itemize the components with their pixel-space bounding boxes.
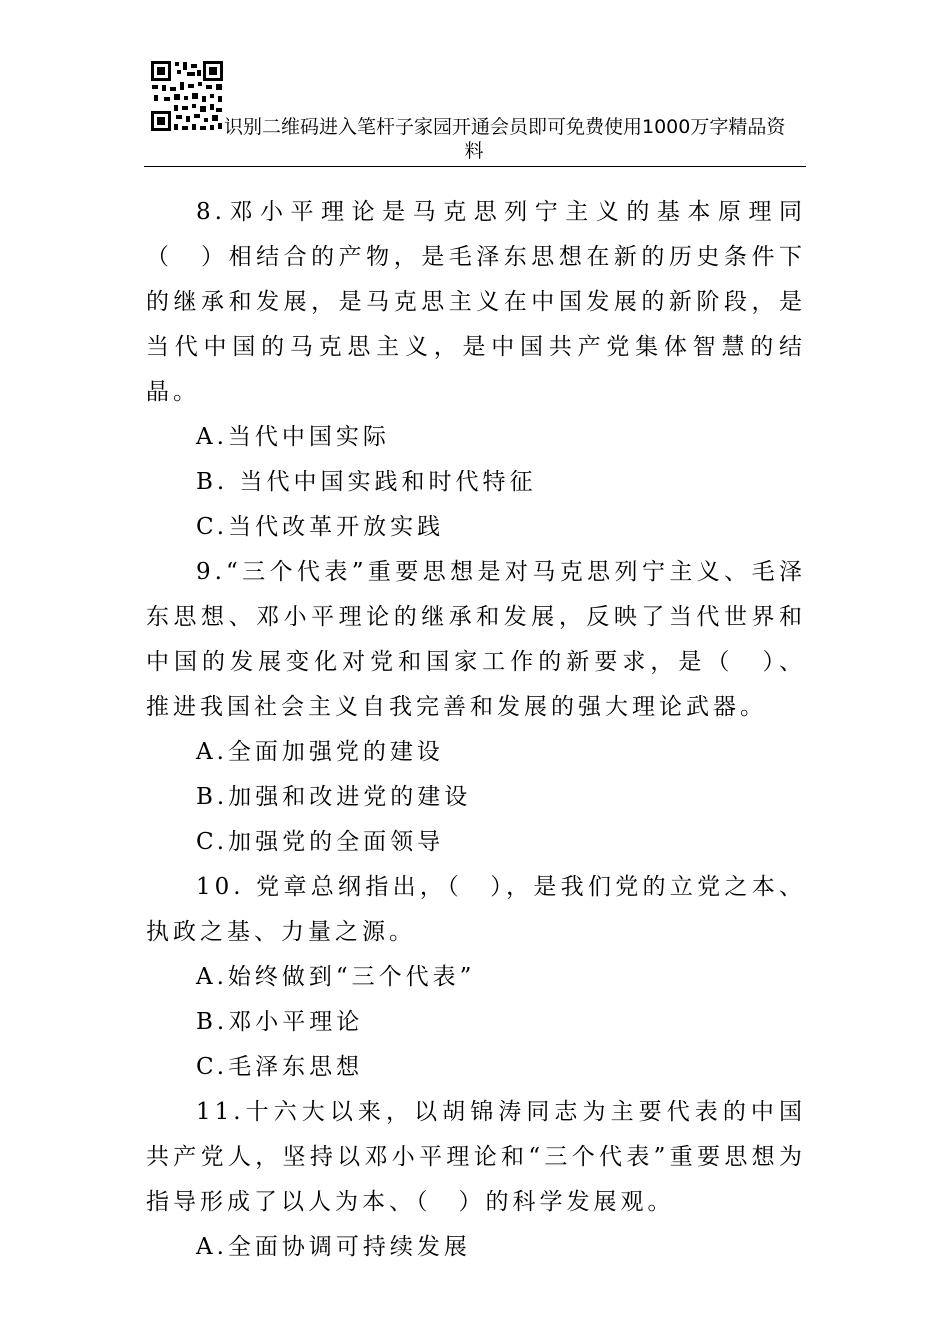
option-item: B.加强和改进党的建设 bbox=[196, 784, 472, 810]
question-stem: 9.“三个代表”重要思想是对马克思列宁主义、毛泽东思想、邓小平理论的继承和发展，反映了当代世界和中国的发展变化对党和国家工作的新要求，是（ ）、推进我国社会主义自我完善和发展的强大理论武器。 bbox=[146, 559, 806, 720]
option-item: B. 当代中国实践和时代特征 bbox=[196, 469, 537, 495]
question-stem: 11.十六大以来，以胡锦涛同志为主要代表的中国共产党人，坚持以邓小平理论和“三个代表”重要思想为指导形成了以人为本、（ ）的科学发展观。 bbox=[146, 1099, 806, 1215]
option-item: C.当代改革开放实践 bbox=[196, 514, 445, 540]
qr-code-icon bbox=[150, 60, 224, 132]
question-stem: 8.邓小平理论是马克思列宁主义的基本原理同（ ）相结合的产物，是毛泽东思想在新的历史条件下的继承和发展，是马克思主义在中国发展的新阶段，是当代中国的马克思主义，是中国共产党集体智慧的结晶。 bbox=[146, 199, 806, 405]
option-item: C.毛泽东思想 bbox=[196, 1054, 364, 1080]
option-item: A.当代中国实际 bbox=[196, 424, 390, 450]
question-stem: 10. 党章总纲指出，（ ），是我们党的立党之本、执政之基、力量之源。 bbox=[146, 874, 806, 945]
question-list bbox=[146, 190, 806, 1270]
option-item: B.邓小平理论 bbox=[196, 1009, 364, 1035]
option-item: A.全面协调可持续发展 bbox=[196, 1234, 471, 1260]
header-notice-line2: 料 bbox=[464, 140, 484, 162]
header-divider bbox=[144, 166, 806, 167]
option-item: A.始终做到“三个代表” bbox=[196, 964, 476, 990]
header-notice-line1: 识别二维码进入笔杆子家园开通会员即可免费使用1000万字精品资 bbox=[224, 116, 786, 138]
option-item: C.加强党的全面领导 bbox=[196, 829, 445, 855]
option-item: A.全面加强党的建设 bbox=[196, 739, 444, 765]
header-notice bbox=[224, 115, 804, 163]
